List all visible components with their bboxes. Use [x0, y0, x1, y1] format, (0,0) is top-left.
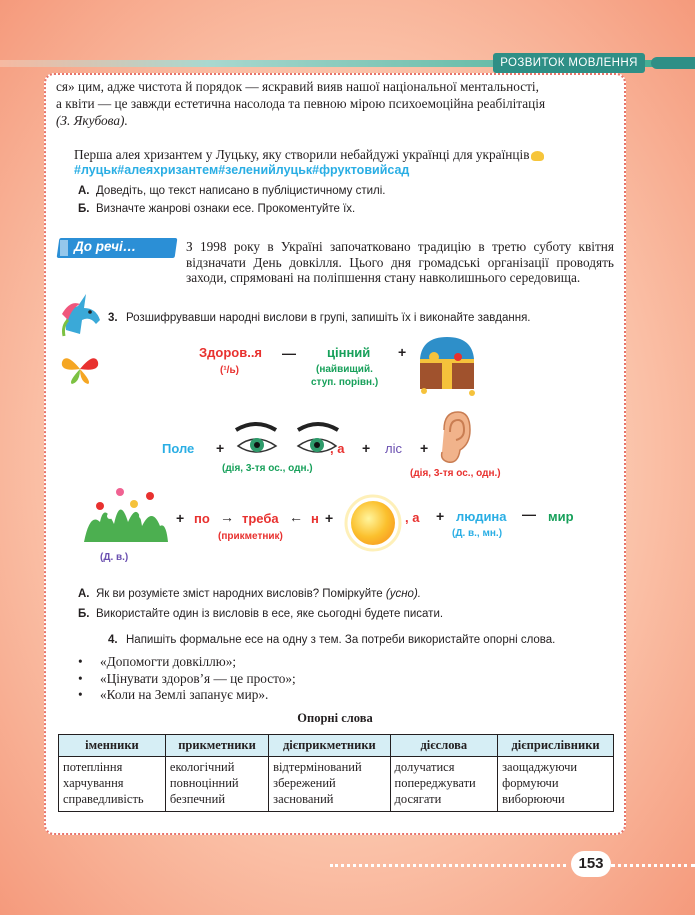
- task-number: 4.: [108, 634, 118, 646]
- post-tags: #луцьк#алеяхризантем#зеленийлуцьк#фруктовийсад: [74, 163, 410, 177]
- intro-author: (З. Якубова).: [56, 113, 128, 128]
- rebus-word-n: н: [311, 511, 319, 526]
- task-letter: Б.: [78, 203, 90, 215]
- rebus-dash: —: [522, 506, 536, 522]
- rebus-note: (дія, 3-тя ос., одн.): [222, 463, 313, 474]
- info-badge-bar: [60, 240, 68, 256]
- rebus-arrow: ←: [289, 509, 303, 525]
- rebus-plus: +: [398, 344, 407, 360]
- task-text: Визначте жанрові ознаки есе. Прокоментуйте їх.: [96, 203, 356, 215]
- rebus-plus: +: [420, 440, 429, 456]
- rebus-word-field: Поле: [162, 441, 195, 456]
- rebus-note: (найвищий.: [316, 364, 373, 375]
- rebus-word-po: по: [194, 511, 210, 526]
- rebus-plus: +: [176, 510, 185, 526]
- rebus-arrow: →: [220, 509, 234, 525]
- task-text: Як ви розумієте зміст народних висловів? Поміркуйте: [96, 588, 383, 600]
- task-letter: Б.: [78, 608, 90, 620]
- table-cell: потепління харчування справедливість: [59, 757, 166, 812]
- support-words-table: [58, 734, 614, 812]
- task4: [108, 633, 555, 648]
- rebus-plus: +: [325, 510, 334, 526]
- rebus-word-valuable: цінний: [327, 345, 371, 360]
- rebus-note: (Д. в., мн.): [452, 528, 503, 539]
- table-header: іменники: [59, 735, 166, 757]
- list-item: • «Допомогти довкіллю»;: [78, 654, 237, 669]
- topics-list: [78, 654, 296, 704]
- rebus-note: (дія, 3-тя ос., одн.): [410, 468, 501, 479]
- task-b-item: [78, 202, 355, 217]
- heart-hands-icon: [531, 151, 544, 161]
- rebus-note: (прикметник): [218, 531, 283, 542]
- rebus-word-need: треба: [242, 511, 279, 526]
- table-cell: долучатися попереджувати досягати: [390, 757, 498, 812]
- list-item: • «Коли на Землі запанує мир».: [78, 687, 269, 702]
- footer-dots: [611, 864, 695, 867]
- task-text: Розшифрувавши народні вислови в групі, запишіть їх і виконайте завдання.: [126, 312, 531, 324]
- task-text-italic: (усно).: [385, 588, 421, 600]
- task-text: Доведіть, що текст написано в публіцистичному стилі.: [96, 185, 386, 197]
- footer-dots: [330, 864, 566, 867]
- rebus-word-health: Здоров..я: [199, 345, 263, 360]
- table-row: [59, 757, 614, 812]
- rebus-dash: —: [282, 345, 296, 361]
- flowers-icon: [80, 482, 170, 544]
- intro-line-2: а квіти — це завжди естетична насолода та певною мірою психоемоційна реабілітація: [56, 96, 546, 111]
- task-b-b-item: [78, 607, 443, 622]
- info-badge-label: До речі…: [74, 239, 137, 254]
- rebus-plus: +: [436, 508, 445, 524]
- table-header: дієприслівники: [498, 735, 614, 757]
- intro-line-1: ся» цим, адже чистота й порядок — яскравий вияв нашої національної ментальності,: [56, 79, 539, 94]
- ear-icon: [436, 410, 472, 466]
- task-letter: А.: [78, 588, 90, 600]
- rebus-comma-a: , а: [330, 441, 345, 456]
- task-b-a-item: [78, 587, 421, 602]
- eyes-icon: [232, 420, 344, 460]
- table-header: дієприкметники: [269, 735, 390, 757]
- post-text-content: Перша алея хризантем у Луцьку, яку створили небайдужі українці для українців: [74, 147, 530, 162]
- post-text: [74, 146, 614, 163]
- table-cell: відтермінований збережений заснований: [269, 757, 390, 812]
- sun-icon: [344, 494, 402, 552]
- section-title: РОЗВИТОК МОВЛЕННЯ: [493, 53, 645, 73]
- table-header: дієслова: [390, 735, 498, 757]
- rebus-plus: +: [216, 440, 225, 456]
- rebus-plus: +: [362, 440, 371, 456]
- task-number: 3.: [108, 312, 118, 324]
- treasure-chest-icon: [414, 333, 480, 397]
- task-text: Напишіть формальне есе на одну з тем. За потреби використайте опорні слова.: [126, 634, 556, 646]
- intro-paragraph: [56, 78, 614, 129]
- rebus-note: (Д. в.): [100, 552, 129, 563]
- rebus-comma-a: , а: [405, 510, 420, 525]
- rebus-word-peace: мир: [548, 509, 574, 524]
- table-header: прикметники: [165, 735, 268, 757]
- table-cell: заощаджуючи формуючи виборюючи: [498, 757, 614, 812]
- page-number: 153: [571, 851, 611, 877]
- task-a-item: [78, 184, 385, 199]
- list-item: • «Цінувати здоров’я — це просто»;: [78, 670, 296, 686]
- task3: [108, 311, 531, 326]
- task-text: Використайте один із висловів в есе, яке сьогодні будете писати.: [96, 608, 444, 620]
- unicorn-icon: [56, 290, 108, 340]
- task-letter: А.: [78, 185, 90, 197]
- butterfly-icon: [58, 352, 102, 386]
- rebus-note: (¹/ь): [220, 365, 239, 376]
- header-tab-cap: [651, 57, 695, 69]
- rebus-note: ступ. порівн.): [311, 377, 379, 388]
- table-header-row: [59, 735, 614, 757]
- table-title: Опорні слова: [297, 711, 373, 725]
- rebus-word-person: людина: [456, 509, 507, 524]
- info-paragraph: З 1998 року в Україні започатковано традицію в третю суботу квітня відзначати День довкілля. Цього дня громадські організації проводять заходи, спрямовані на поліпшення стану навколишнього середовища.: [186, 239, 614, 285]
- table-cell: екологічний повноцінний безпечний: [165, 757, 268, 812]
- rebus-word-forest: ліс: [385, 441, 402, 456]
